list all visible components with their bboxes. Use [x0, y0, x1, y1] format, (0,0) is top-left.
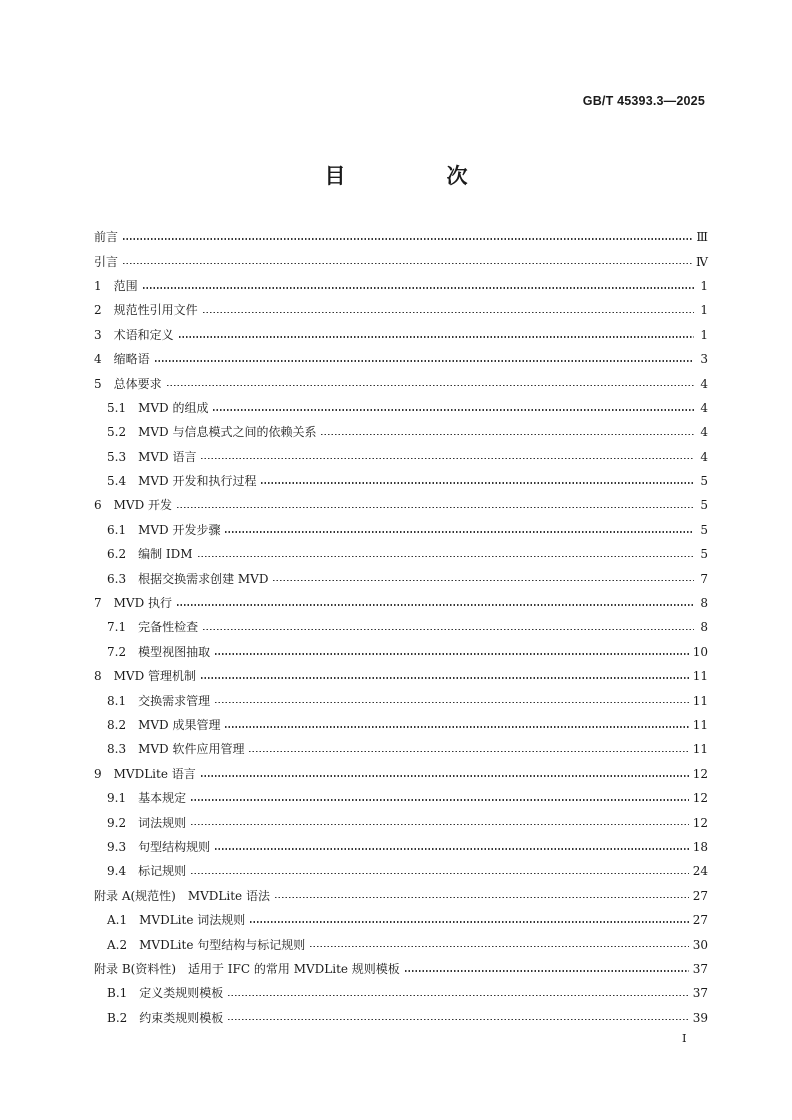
toc-entry-page: 8 [700, 596, 708, 611]
toc-entry-title: 2 规范性引用文件 [94, 303, 198, 318]
page-title: 目 次 [324, 164, 508, 188]
dot-leader [178, 336, 694, 338]
toc-entry[interactable] [94, 518, 708, 542]
toc-entry[interactable] [94, 493, 708, 517]
page-number: Ⅰ [682, 1031, 687, 1045]
table-of-contents [94, 225, 708, 1030]
toc-entry-page: 5 [700, 522, 708, 537]
toc-entry-title: 8.1 交换需求管理 [107, 693, 211, 708]
standard-number: GB/T 45393.3—2025 [582, 94, 705, 108]
toc-entry[interactable] [94, 347, 708, 371]
toc-entry-title: 6.2 编制 IDM [107, 547, 193, 562]
dot-leader [176, 507, 694, 509]
toc-entry-page: 37 [692, 986, 708, 1001]
dot-leader [200, 677, 689, 679]
dot-leader [122, 263, 692, 265]
toc-entry-title: 5.4 MVD 开发和执行过程 [107, 474, 257, 489]
toc-entry-title: 5.1 MVD 的组成 [107, 400, 209, 415]
toc-entry-title: A.1 MVDLite 词法规则 [107, 913, 246, 928]
dot-leader [190, 824, 689, 826]
toc-entry-title: 9.1 基本规定 [107, 791, 187, 806]
dot-leader [202, 312, 694, 314]
toc-entry-title: 前言 [94, 230, 119, 245]
toc-entry[interactable] [94, 908, 708, 932]
dot-leader [249, 921, 688, 923]
toc-entry[interactable] [94, 420, 708, 444]
dot-leader [320, 434, 694, 436]
toc-entry-page: 27 [692, 888, 708, 903]
toc-entry-page: 12 [692, 791, 708, 806]
toc-entry[interactable] [94, 371, 708, 395]
toc-entry-page: 4 [700, 400, 708, 415]
dot-leader [190, 873, 689, 875]
toc-entry-page: 5 [700, 498, 708, 513]
toc-entry-page: 3 [700, 352, 708, 367]
toc-entry[interactable] [94, 566, 708, 590]
dot-leader [190, 799, 689, 801]
toc-entry-page: 39 [692, 1010, 708, 1025]
toc-entry[interactable] [94, 274, 708, 298]
toc-entry-page: Ⅳ [696, 254, 708, 269]
toc-entry-title: 7 MVD 执行 [94, 596, 173, 611]
toc-entry-page: 37 [692, 961, 708, 976]
toc-entry-title: 5.3 MVD 语言 [107, 449, 197, 464]
toc-entry-page: 4 [700, 449, 708, 464]
toc-entry-page: 10 [692, 644, 708, 659]
toc-entry-page: 7 [700, 571, 708, 586]
toc-entry-page: 12 [692, 815, 708, 830]
dot-leader [260, 482, 694, 484]
toc-entry-title: 7.2 模型视图抽取 [107, 644, 211, 659]
dot-leader [272, 580, 694, 582]
toc-entry-title: 4 缩略语 [94, 352, 150, 367]
dot-leader [122, 238, 692, 240]
toc-entry-title: 1 范围 [94, 278, 138, 293]
toc-entry[interactable] [94, 786, 708, 810]
toc-entry-title: 8.2 MVD 成果管理 [107, 718, 221, 732]
dot-leader [227, 1019, 688, 1021]
toc-entry-page: 5 [700, 474, 708, 489]
toc-entry[interactable] [94, 640, 708, 664]
toc-entry-page: 18 [692, 839, 708, 854]
dot-leader [404, 970, 689, 972]
dot-leader [166, 385, 694, 387]
toc-entry-title: 8.3 MVD 软件应用管理 [107, 742, 245, 757]
toc-entry-title: 9 MVDLite 语言 [94, 766, 196, 781]
toc-entry-page: 30 [692, 937, 708, 952]
dot-leader [200, 458, 694, 460]
toc-entry-title: 6 MVD 开发 [94, 498, 173, 513]
toc-entry-title: 3 术语和定义 [94, 327, 174, 342]
toc-entry-page: 12 [692, 766, 708, 781]
toc-entry-page: 11 [692, 742, 708, 757]
dot-leader [309, 946, 688, 948]
dot-leader [176, 604, 694, 606]
dot-leader [200, 775, 689, 777]
toc-entry-page: 5 [700, 547, 708, 562]
toc-entry-title: 9.3 句型结构规则 [107, 839, 211, 854]
toc-entry-title: 附录 A(规范性) MVDLite 语法 [94, 888, 270, 903]
dot-leader [224, 726, 688, 728]
toc-entry-title: A.2 MVDLite 句型结构与标记规则 [107, 937, 306, 952]
toc-entry-page: 1 [700, 278, 708, 293]
toc-entry-title: 附录 B(资料性) 适用于 IFC 的常用 MVDLite 规则模板 [94, 961, 400, 976]
toc-entry[interactable] [94, 591, 708, 615]
toc-entry-page: 27 [692, 913, 708, 928]
toc-entry[interactable] [94, 957, 708, 981]
toc-entry[interactable] [94, 713, 708, 737]
toc-entry-page: 8 [700, 620, 708, 635]
toc-entry[interactable] [94, 542, 708, 566]
toc-entry[interactable] [94, 1006, 708, 1030]
toc-entry[interactable] [94, 615, 708, 639]
toc-entry-page: 24 [692, 864, 708, 879]
toc-entry-page: Ⅲ [696, 230, 708, 245]
toc-entry[interactable] [94, 323, 708, 347]
toc-entry-title: 7.1 完备性检查 [107, 620, 199, 635]
toc-entry[interactable] [94, 981, 708, 1005]
dot-leader [248, 751, 688, 753]
toc-entry-title: 引言 [94, 254, 119, 269]
toc-entry[interactable] [94, 762, 708, 786]
toc-entry[interactable] [94, 249, 708, 273]
toc-entry-title: 9.2 词法规则 [107, 815, 187, 830]
dot-leader [274, 897, 689, 899]
dot-leader [214, 702, 689, 704]
toc-entry[interactable] [94, 932, 708, 956]
dot-leader [142, 287, 694, 289]
dot-leader [154, 360, 694, 362]
dot-leader [227, 995, 688, 997]
toc-entry[interactable] [94, 396, 708, 420]
toc-entry-page: 4 [700, 376, 708, 391]
toc-entry-title: 5.2 MVD 与信息模式之间的依赖关系 [107, 425, 317, 440]
toc-entry[interactable] [94, 469, 708, 493]
toc-entry[interactable] [94, 225, 708, 249]
toc-entry-title: 6.1 MVD 开发步骤 [107, 522, 221, 537]
toc-entry[interactable] [94, 810, 708, 834]
toc-entry[interactable] [94, 884, 708, 908]
toc-entry-page: 1 [700, 303, 708, 318]
toc-entry-title: B.1 定义类规则模板 [107, 986, 224, 1001]
dot-leader [224, 531, 694, 533]
toc-entry[interactable] [94, 298, 708, 322]
toc-entry[interactable] [94, 835, 708, 859]
toc-entry-page: 4 [700, 425, 708, 440]
toc-entry-title: 5 总体要求 [94, 376, 162, 391]
toc-entry-page: 11 [692, 669, 708, 684]
toc-entry[interactable] [94, 859, 708, 883]
dot-leader [214, 848, 689, 850]
toc-entry-title: 6.3 根据交换需求创建 MVD [107, 571, 269, 586]
toc-entry-page: 11 [692, 693, 708, 708]
toc-entry[interactable] [94, 688, 708, 712]
dot-leader [214, 653, 689, 655]
toc-entry-title: B.2 约束类规则模板 [107, 1010, 224, 1025]
toc-entry-page: 1 [700, 327, 708, 342]
toc-entry[interactable] [94, 737, 708, 761]
dot-leader [212, 409, 694, 411]
toc-entry-title: 9.4 标记规则 [107, 864, 187, 879]
toc-entry-page: 11 [692, 718, 708, 732]
toc-entry-title: 8 MVD 管理机制 [94, 669, 197, 684]
toc-entry[interactable] [94, 664, 708, 688]
dot-leader [202, 629, 694, 631]
toc-entry[interactable] [94, 445, 708, 469]
dot-leader [197, 556, 694, 558]
